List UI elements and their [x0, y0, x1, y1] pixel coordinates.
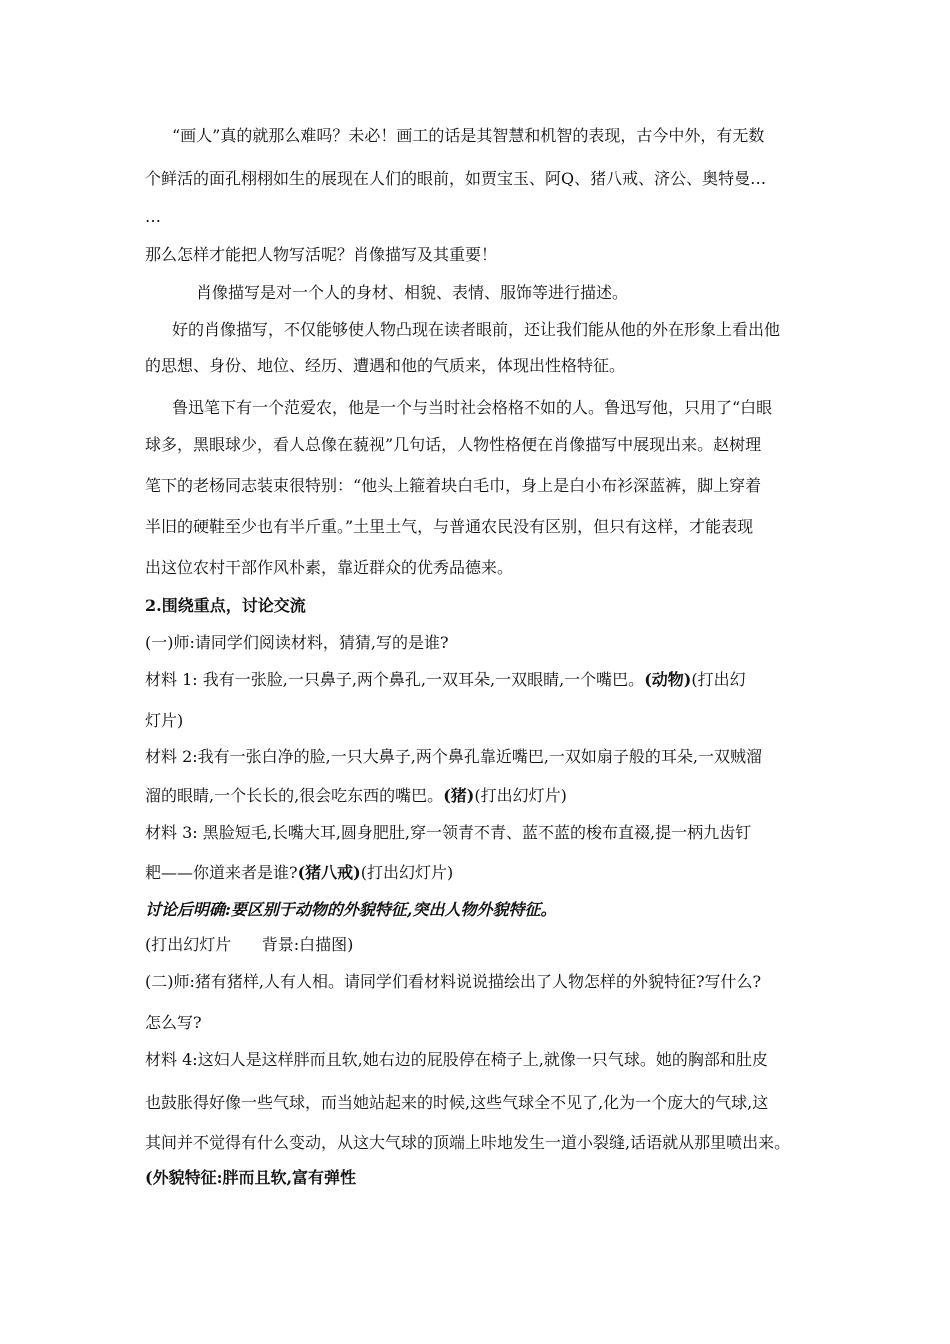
intro-paragraph-line: 个鲜活的面孔栩栩如生的展现在人们的眼前，如贾宝玉、阿Q、猪八戒、济公、奥特曼… [145, 169, 767, 188]
material-4-line: 也鼓胀得好像一些气球，而当她站起来的时候,这些气球全不见了,化为一个庞大的气球,这 [145, 1093, 769, 1112]
example-paragraph-line: 出这位农村干部作风朴素，靠近群众的优秀品德来。 [145, 558, 514, 577]
intro-paragraph-line: 的思想、身份、地位、经历、遭遇和他的气质来，体现出性格特征。 [145, 356, 626, 375]
example-paragraph-line: 笔下的老杨同志装束很特别：“他头上箍着块白毛巾，身上是白小布衫深蓝裤，脚上穿着 [145, 476, 762, 495]
material-2-line [145, 786, 567, 806]
example-paragraph-line: 半旧的硬鞋至少也有半斤重。”土里土气，与普通农民没有区别，但只有这样，才能表现 [145, 517, 754, 536]
intro-question-line: 那么怎样才能把人物写活呢？肖像描写及其重要！ [145, 245, 498, 264]
discussion-conclusion: 讨论后明确:要区别于动物的外貌特征,突出人物外貌特征。 [145, 900, 557, 919]
slide-note: (打出幻灯片 背景:白描图) [145, 935, 354, 954]
intro-paragraph-line: … [145, 207, 161, 226]
material-3-line: 材料 3: 黑脸短毛,长嘴大耳,圆身肥肚,穿一领青不青、蓝不蓝的梭布直裰,提一柄九齿钉 [145, 823, 752, 842]
definition-line: 肖像描写是对一个人的身材、相貌、表情、服饰等进行描述。 [196, 283, 629, 302]
material-2-text: 溜的眼睛,一个长长的,很会吃东西的嘴巴。 [145, 786, 444, 805]
material-1-note: (打出幻 [691, 670, 746, 689]
material-3-note: (打出幻灯片) [360, 863, 454, 882]
question-two: (二)师:猪有猪样,人有人相。请同学们看材料说说描绘出了人物怎样的外貌特征?写什么? [145, 972, 762, 991]
section-heading: 2.围绕重点，讨论交流 [145, 596, 306, 615]
material-1-answer: (动物) [644, 670, 692, 689]
material-2-note: (打出幻灯片) [474, 786, 567, 805]
material-3-answer: (猪八戒) [297, 863, 361, 882]
material-4-line: 材料 4:这妇人是这样胖而且软,她右边的屁股停在椅子上,就像一只气球。她的胸部和肚皮 [145, 1050, 768, 1069]
material-3-line [145, 863, 453, 883]
question-one: (一)师:请同学们阅读材料，猜猜,写的是谁? [145, 633, 449, 652]
material-1-line [145, 670, 746, 690]
material-2-line: 材料 2:我有一张白净的脸,一只大鼻子,两个鼻孔靠近嘴巴,一双如扇子般的耳朵,一双贼溜 [145, 747, 763, 766]
intro-paragraph-line: 好的肖像描写，不仅能够使人物凸现在读者眼前，还让我们能从他的外在形象上看出他 [172, 320, 781, 339]
example-paragraph-line: 鲁迅笔下有一个范爱农，他是一个与当时社会格格不如的人。鲁迅写他，只用了“白眼 [172, 398, 773, 417]
material-1-line: 灯片) [145, 711, 184, 730]
material-1-text: 材料 1: 我有一张脸,一只鼻子,两个鼻孔,一双耳朵,一双眼睛,一个嘴巴。 [145, 670, 645, 689]
intro-paragraph-line: “画人”真的就那么难吗？未必！画工的话是其智慧和机智的表现，古今中外，有无数 [172, 126, 765, 145]
material-4-answer: (外貌特征:胖而且软,富有弹性 [145, 1168, 357, 1187]
material-3-text: 耙——你道来者是谁? [145, 863, 298, 882]
material-4-line: 其间并不觉得有什么变动，从这大气球的顶端上咔地发生一道小裂缝,话语就从那里喷出来。 [145, 1133, 791, 1152]
example-paragraph-line: 球多，黑眼球少，看人总像在藐视”几句话，人物性格便在肖像描写中展现出来。赵树理 [145, 435, 762, 454]
question-two: 怎么写? [145, 1013, 202, 1032]
material-2-answer: (猪) [443, 786, 475, 805]
